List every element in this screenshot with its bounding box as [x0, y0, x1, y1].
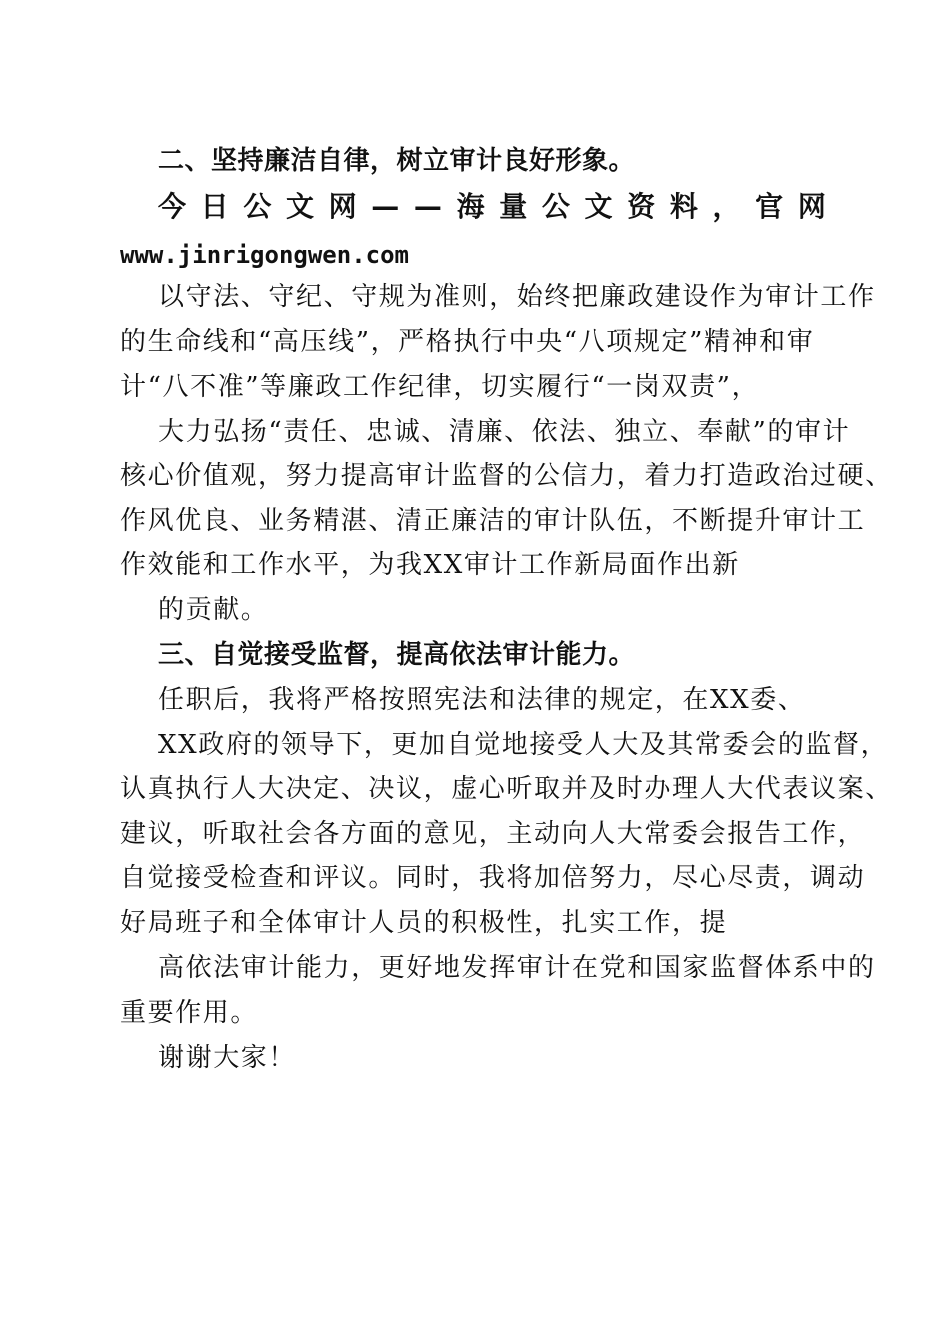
ad-line-char: 网	[797, 190, 826, 223]
ad-line-char: 资	[627, 190, 656, 223]
section-heading-2: 二、坚持廉洁自律，树立审计良好形象。	[158, 146, 636, 176]
closing-remark: 谢谢大家！	[158, 1043, 297, 1073]
ad-line-char: 公	[541, 190, 570, 223]
ad-line-char: 日	[200, 190, 229, 223]
ad-line-char: 料	[669, 190, 698, 223]
paragraph-line: 建议，听取社会各方面的意见，主动向人大常委会报告工作，	[120, 819, 866, 849]
ad-line-char: 官	[755, 190, 784, 223]
paragraph-line: 作效能和工作水平，为我XX审计工作新局面作出新	[120, 550, 740, 580]
paragraph-line: 作风优良、业务精湛、清正廉洁的审计队伍，不断提升审计工	[120, 506, 866, 536]
website-ad-line	[158, 190, 826, 224]
ad-line-char: 文	[285, 190, 314, 223]
paragraph-line: 任职后，我将严格按照宪法和法律的规定，在XX委、	[158, 685, 806, 715]
ad-line-char: —	[413, 190, 442, 223]
paragraph-line: 的贡献。	[158, 595, 269, 625]
paragraph-line: 好局班子和全体审计人员的积极性，扎实工作，提	[120, 908, 728, 938]
paragraph-line: 自觉接受检查和评议。同时，我将加倍努力，尽心尽责，调动	[120, 863, 866, 893]
ad-line-char: ，	[712, 190, 741, 223]
paragraph-line: 计“八不准”等廉政工作纪律，切实履行“一岗双责”，	[120, 372, 760, 402]
website-url: www.jinrigongwen.com	[120, 241, 409, 269]
paragraph-line: 大力弘扬“责任、忠诚、清廉、依法、独立、奉献”的审计	[158, 417, 851, 447]
section-heading-3: 三、自觉接受监督，提高依法审计能力。	[158, 640, 636, 670]
ad-line-char: 公	[243, 190, 272, 223]
ad-line-char: 海	[456, 190, 485, 223]
paragraph-line: 以守法、守纪、守规为准则，始终把廉政建设作为审计工作	[158, 282, 876, 312]
ad-line-char: 文	[584, 190, 613, 223]
ad-line-char: —	[371, 190, 400, 223]
paragraph-line: 重要作用。	[120, 998, 259, 1028]
paragraph-line: 的生命线和“高压线”，严格执行中央“八项规定”精神和审	[120, 327, 815, 357]
ad-line-char: 今	[158, 190, 187, 223]
paragraph-line: 核心价值观，努力提高审计监督的公信力，着力打造政治过硬、	[120, 461, 893, 491]
paragraph-line: 高依法审计能力，更好地发挥审计在党和国家监督体系中的	[158, 953, 876, 983]
paragraph-line: XX政府的领导下，更加自觉地接受人大及其常委会的监督，	[158, 730, 889, 760]
ad-line-char: 网	[328, 190, 357, 223]
paragraph-line: 认真执行人大决定、决议，虚心听取并及时办理人大代表议案、	[120, 774, 893, 804]
ad-line-char: 量	[499, 190, 528, 223]
